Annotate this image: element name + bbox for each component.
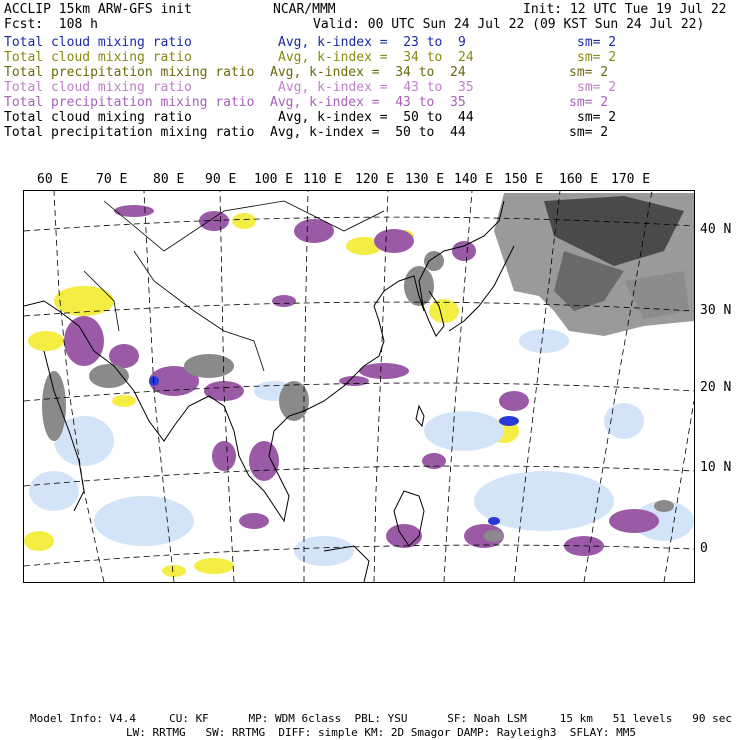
legend-avg-3: Avg, k-index = 34 to 24 — [270, 65, 466, 80]
legend-sm-1: sm= 2 — [577, 35, 617, 50]
legend-field-3: Total precipitation mixing ratio — [4, 65, 255, 80]
lon-label-70e: 70 E — [96, 172, 128, 187]
lon-label-100e: 100 E — [254, 172, 294, 187]
legend-sm-7: sm= 2 — [569, 125, 609, 140]
model-info-line-1: Model Info: V4.4 CU: KF MP: WDM 6class PBL: YSU SF: Noah LSM 15 km 51 levels 90 sec — [30, 712, 732, 725]
forecast-hour: Fcst: 108 h — [4, 17, 98, 32]
lon-label-60e: 60 E — [37, 172, 69, 187]
map-frame — [23, 190, 695, 583]
legend-field-5: Total precipitation mixing ratio — [4, 95, 255, 110]
legend-field-6: Total cloud mixing ratio — [4, 110, 192, 125]
lon-label-170e: 170 E — [611, 172, 651, 187]
legend-avg-4: Avg, k-index = 43 to 35 — [278, 80, 474, 95]
model-info-line-2: LW: RRTMG SW: RRTMG DIFF: simple KM: 2D Smagor DAMP: Rayleigh3 SFLAY: MM5 — [126, 726, 636, 739]
heavy-cloud-field-northeast — [494, 193, 694, 336]
legend-sm-2: sm= 2 — [577, 50, 617, 65]
legend-avg-2: Avg, k-index = 34 to 24 — [278, 50, 474, 65]
lon-label-120e: 120 E — [355, 172, 395, 187]
legend-avg-6: Avg, k-index = 50 to 44 — [278, 110, 474, 125]
lon-label-130e: 130 E — [405, 172, 445, 187]
lon-label-110e: 110 E — [303, 172, 343, 187]
lon-label-160e: 160 E — [559, 172, 599, 187]
legend-avg-1: Avg, k-index = 23 to 9 — [278, 35, 466, 50]
legend-field-1: Total cloud mixing ratio — [4, 35, 192, 50]
valid-time: Valid: 00 UTC Sun 24 Jul 22 (09 KST Sun 24 Jul 22) — [313, 17, 705, 32]
legend-avg-7: Avg, k-index = 50 to 44 — [270, 125, 466, 140]
legend-sm-4: sm= 2 — [577, 80, 617, 95]
legend-field-7: Total precipitation mixing ratio — [4, 125, 255, 140]
lat-label-20n: 20 N — [700, 380, 732, 395]
legend-field-4: Total cloud mixing ratio — [4, 80, 192, 95]
map-canvas — [24, 191, 694, 582]
legend-field-2: Total cloud mixing ratio — [4, 50, 192, 65]
model-title: ACCLIP 15km ARW-GFS init — [4, 2, 192, 17]
init-time: Init: 12 UTC Tue 19 Jul 22 — [523, 2, 727, 17]
lon-label-80e: 80 E — [153, 172, 185, 187]
organization-label: NCAR/MMM — [273, 2, 336, 17]
lat-label-10n: 10 N — [700, 460, 732, 475]
lat-label-40n: 40 N — [700, 222, 732, 237]
lon-label-150e: 150 E — [504, 172, 544, 187]
lat-label-30n: 30 N — [700, 303, 732, 318]
lon-label-140e: 140 E — [454, 172, 494, 187]
lon-label-90e: 90 E — [205, 172, 237, 187]
legend-avg-5: Avg, k-index = 43 to 35 — [270, 95, 466, 110]
lat-label-0: 0 — [700, 541, 708, 556]
legend-sm-5: sm= 2 — [569, 95, 609, 110]
legend-sm-3: sm= 2 — [569, 65, 609, 80]
legend-sm-6: sm= 2 — [577, 110, 617, 125]
